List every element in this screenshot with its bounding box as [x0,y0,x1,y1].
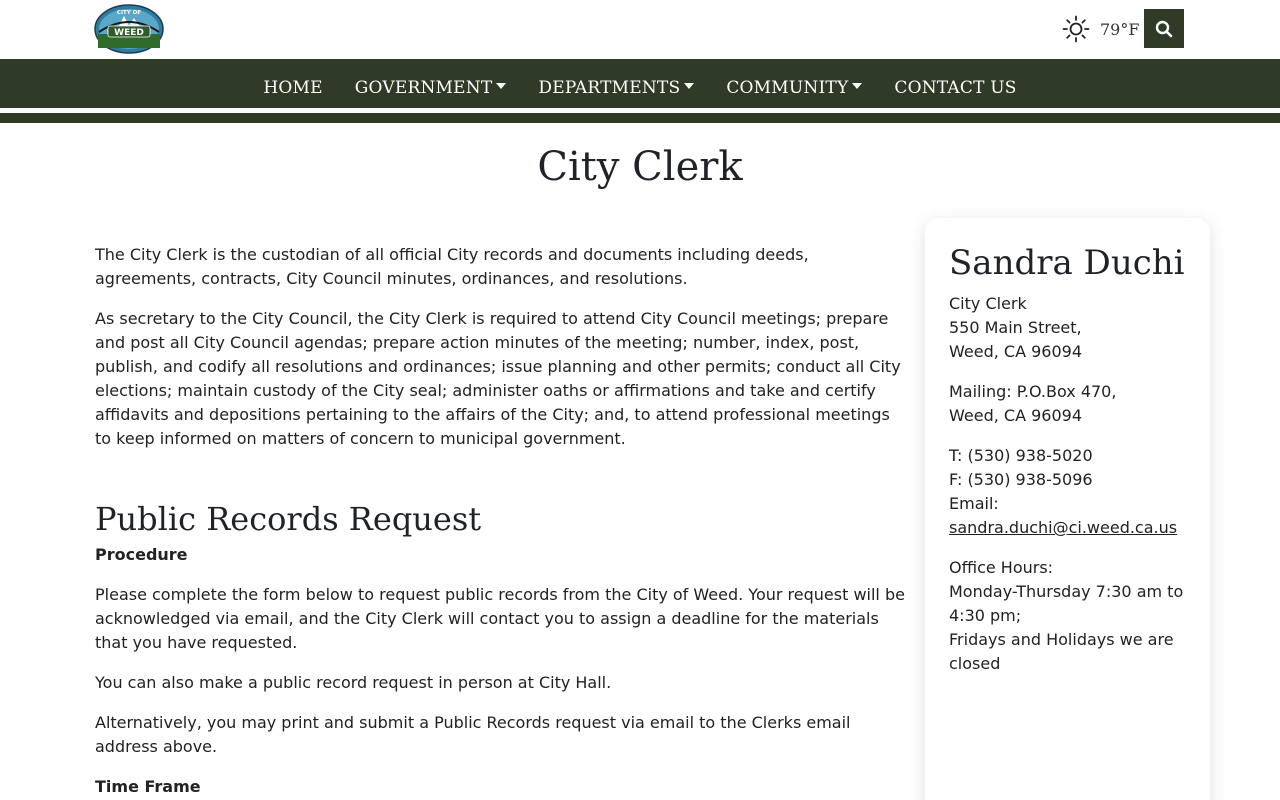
nav-item-government[interactable] [355,78,507,98]
city-logo[interactable] [94,4,164,54]
section-title-public-records: Public Records Request [95,500,482,538]
contact-mailing [949,380,1186,428]
contact-name: Sandra Duchi [949,243,1185,283]
procedure-paragraph-2: You can also make a public record request in person at City Hall. [95,673,612,692]
nav-label: GOVERNMENT [354,77,493,98]
nav-label: COMMUNITY [726,77,849,98]
time-frame-heading: Time Frame [95,777,201,796]
caret-down-icon [496,83,506,89]
address-line-2: Weed, CA 96094 [949,342,1082,361]
contact-card [925,218,1210,800]
contact-address [949,292,1186,364]
search-button[interactable] [1144,9,1184,48]
procedure-paragraph-3: Alternatively, you may print and submit a Public Records request via email to the Clerks email address above. [95,713,851,756]
office-hours-weekday: Monday-Thursday 7:30 am to 4:30 pm; [949,582,1184,625]
city-seal-logo-icon [94,4,164,54]
nav-item-home[interactable] [263,78,322,98]
nav-label: CONTACT US [894,77,1017,98]
caret-down-icon [684,83,694,89]
intro-paragraph-2: As secretary to the City Council, the City Clerk is required to attend City Council meetings; prepare and post all City Council agendas; prepare action minutes of the meeting; number, index, post, publish, and codify all resolutions and ordinances; issue planning and other permits; conduct all City elections; maintain custody of the City seal; administer oaths or affirmations and take and certify affidavits and depositions pertaining to the affairs of the City; and, to attend professional meetings to keep informed on matters of concern to municipal government. [95,309,901,448]
email-link[interactable]: sandra.duchi@ci.weed.ca.us [949,518,1178,537]
main-content [95,243,905,800]
logo-text-main: WEED [114,28,144,38]
temperature: 79°F [1100,19,1140,39]
search-icon [1155,20,1173,38]
sun-icon [1062,15,1090,43]
nav-label: DEPARTMENTS [538,77,681,98]
office-hours-label: Office Hours: [949,558,1054,577]
logo-text-top: CITY OF [116,10,142,16]
contact-role: City Clerk [949,294,1027,313]
mailing-line-2: Weed, CA 96094 [949,406,1082,425]
weather-widget [1062,14,1139,44]
caret-down-icon [852,83,862,89]
procedure-heading: Procedure [95,545,188,564]
contact-phone: T: (530) 938-5020 [949,446,1093,465]
nav-label: HOME [263,77,323,98]
page-title: City Clerk [537,144,743,190]
contact-fax: F: (530) 938-5096 [949,470,1093,489]
address-line-1: 550 Main Street, [949,318,1082,337]
procedure-paragraph-1: Please complete the form below to request public records from the City of Weed. Your request will be acknowledged via email, and the City Clerk will contact you to assign a deadline for the materials that you have requested. [95,585,905,652]
nav-item-community[interactable] [726,78,862,98]
nav-divider-stripe [0,113,1280,123]
main-nav [0,59,1280,108]
site-header [0,0,1280,59]
office-hours-friday: Fridays and Holidays we are closed [949,630,1174,673]
mailing-line-1: Mailing: P.O.Box 470, [949,382,1117,401]
nav-item-departments[interactable] [538,78,694,98]
email-label: Email: [949,494,999,513]
office-hours [949,556,1186,676]
intro-paragraph-1: The City Clerk is the custodian of all official City records and documents including deeds, agreements, contracts, City Council minutes, ordinances, and resolutions. [95,245,809,288]
nav-item-contact-us[interactable] [894,78,1016,98]
contact-phone-email [949,444,1186,540]
